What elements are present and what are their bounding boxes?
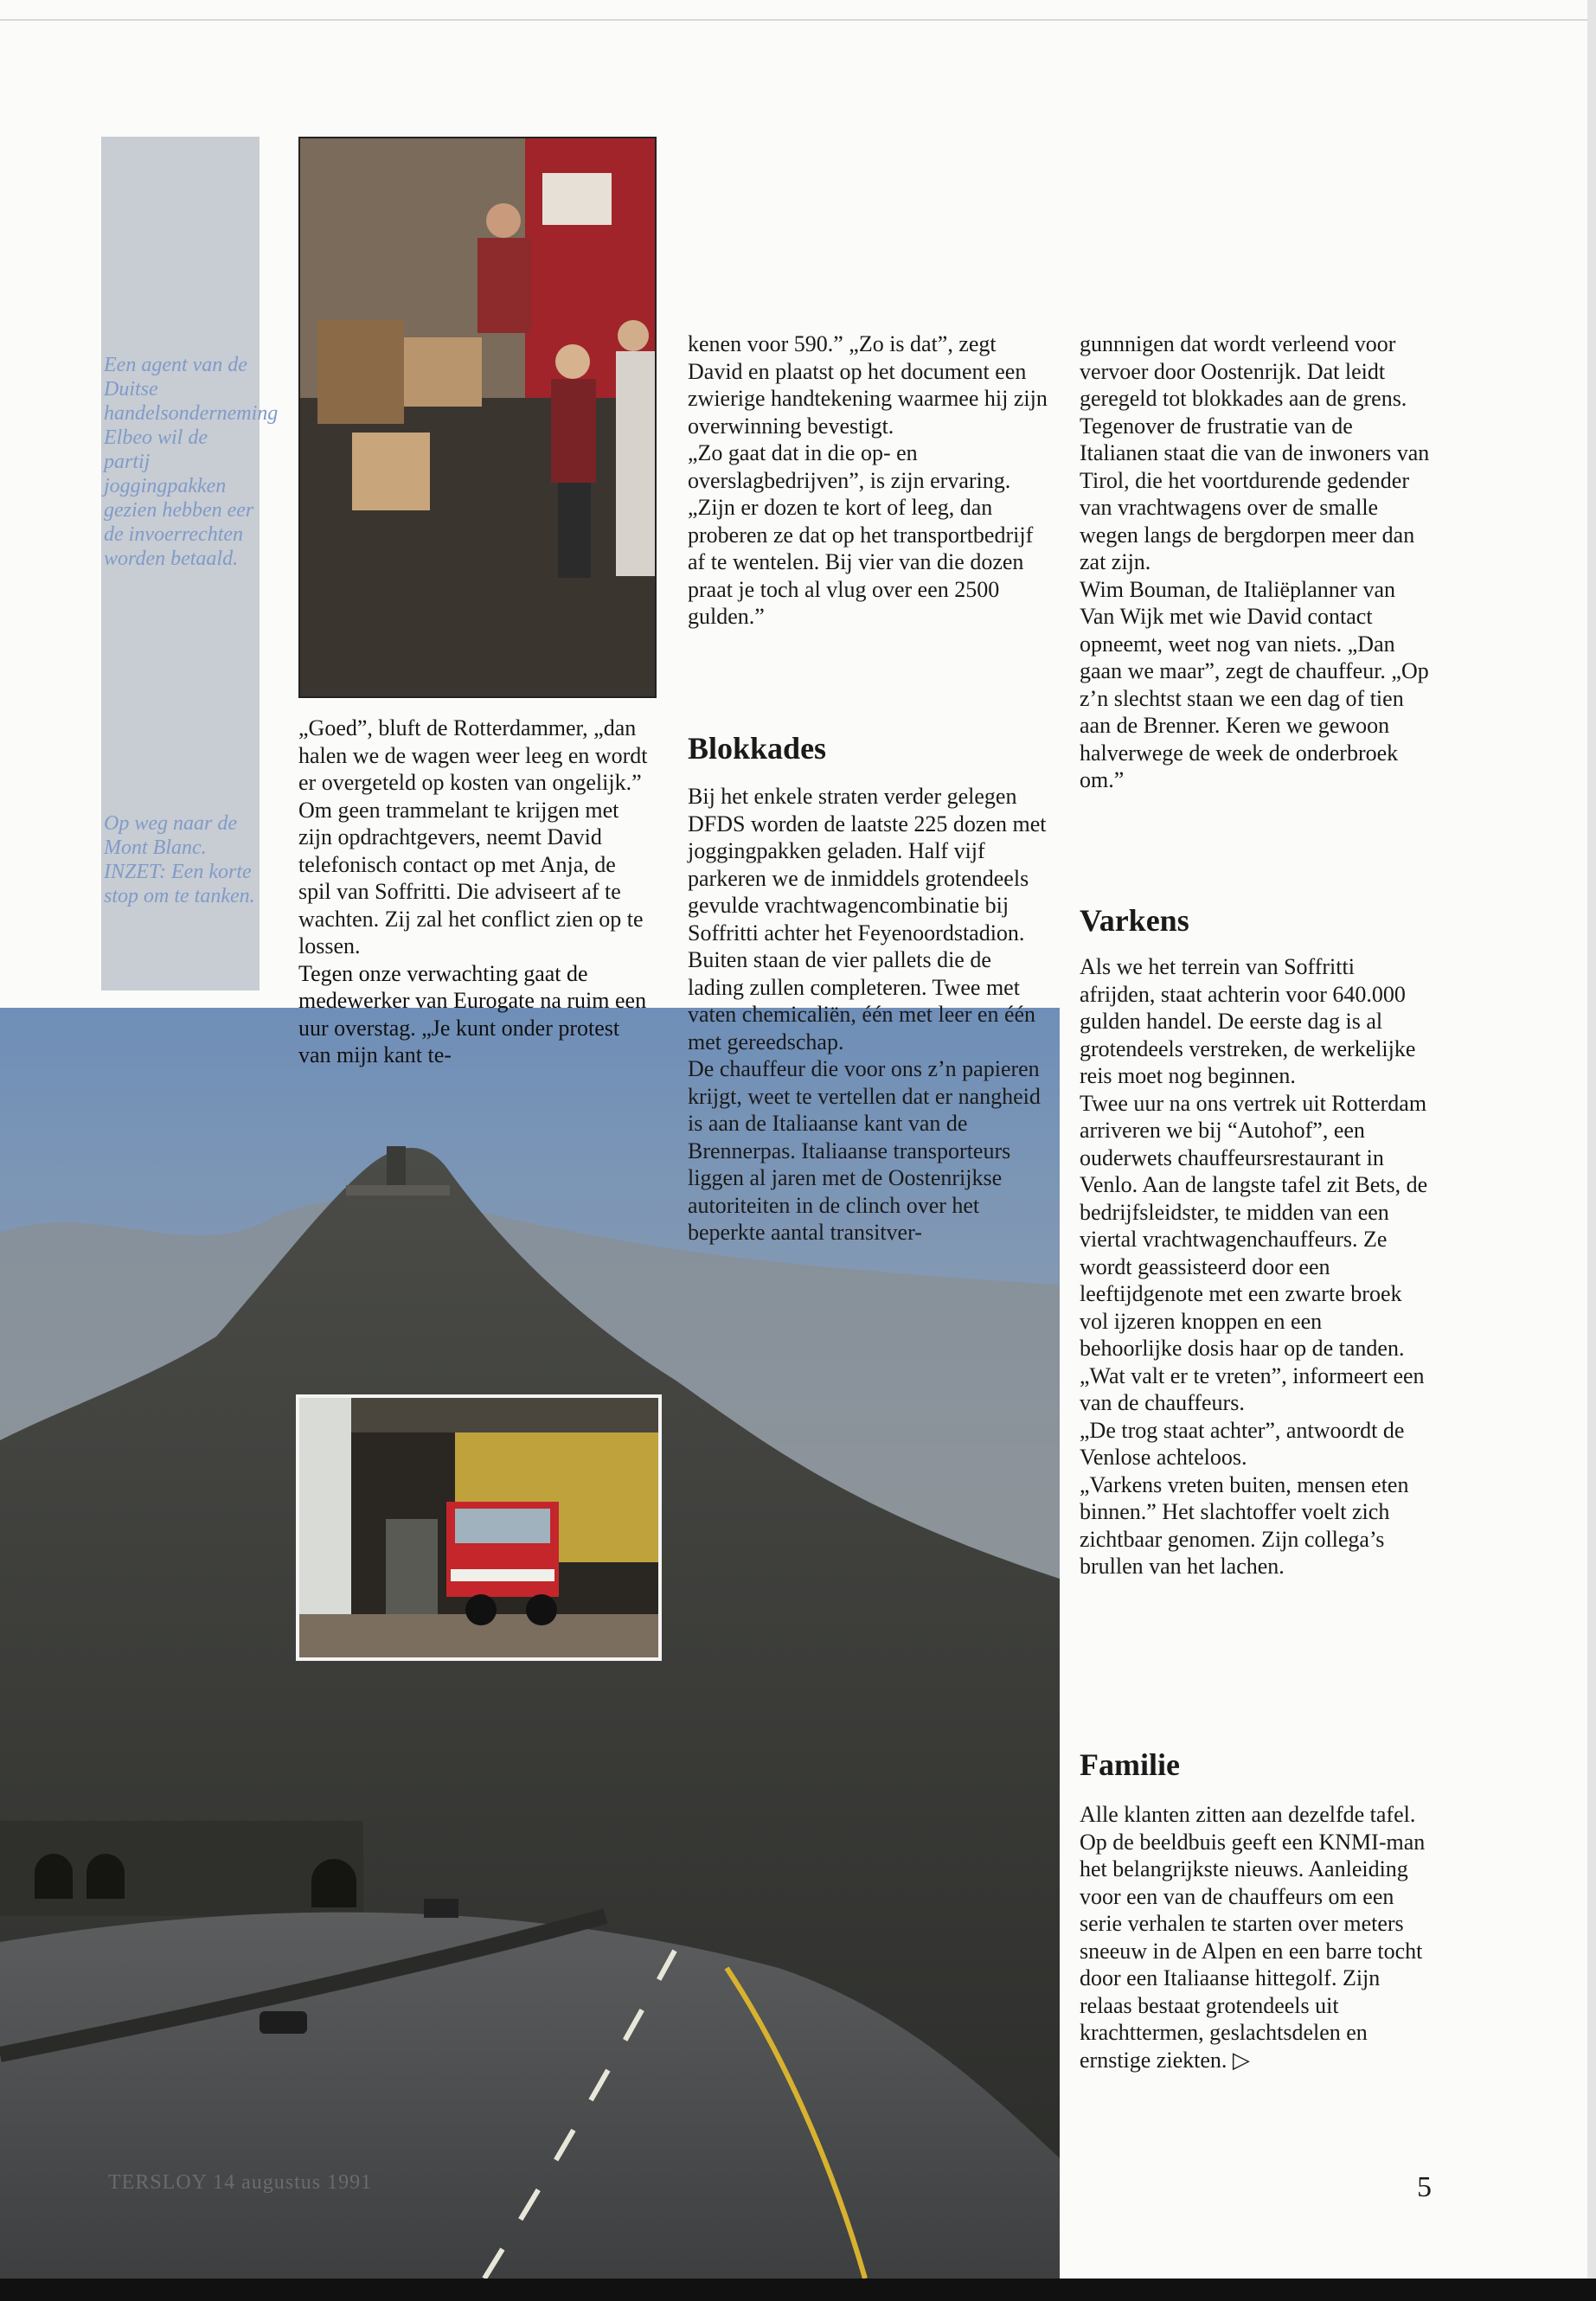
text-column-2: [688, 330, 1051, 631]
paragraph: Tegen onze verwachting gaat de medewerker van Eurogate na ruim een uur overstag. „Je kunt onder protest van mijn kant te-: [298, 960, 647, 1067]
page-edge: [1587, 0, 1596, 2301]
loading-truck-photo: [298, 137, 657, 698]
page-footer: TERSLOY 14 augustus 1991: [108, 2171, 373, 2194]
paragraph: „Varkens vreten buiten, mensen eten binnen.” Het slachtoffer voelt zich zichtbaar genomen. Zijn collega’s brullen van het lachen.: [1080, 1471, 1409, 1579]
photo-caption-bottom: Op weg naar de Mont Blanc. INZET: Een korte stop om te tanken.: [104, 812, 255, 907]
paragraph: Als we het terrein van Soffritti afrijden, staat achterin voor 640.000 gulden handel. De eerste dag is al grotendeels verstreken, de werkelijke reis moet nog beginnen.: [1080, 954, 1416, 1088]
text-column-2-continued: [688, 783, 1051, 1247]
text-column-3: [1080, 330, 1430, 794]
paragraph: Bij het enkele straten verder gelegen DFDS worden de laatste 225 dozen met joggingpakken geladen. Half vijf parkeren we de inmiddels grotendeels gevulde vrachtwagencombinatie bij Soffritti achter het Feyenoordstadion. Buiten staan de vier pallets die de lading zullen completeren. Twee met vaten chemicaliën, één met leer en één met gereedschap.: [688, 784, 1047, 1054]
paragraph: Twee uur na ons vertrek uit Rotterdam arriveren we bij “Autohof”, een ouderwets chauffeursrestaurant in Venlo. Aan de langste tafel zit Bets, de bedrijfsleidster, te midden van een viertal vrachtwagenchauffeurs. Ze wordt geassisteerd door een leeftijdgenote met een zwarte broek vol ijzeren knoppen en een behoorlijke dosis haar op de tanden.: [1080, 1090, 1428, 1361]
paragraph: Alle klanten zitten aan dezelfde tafel. Op de beeldbuis geeft een KNMI-man het belangrijkste nieuws. Aanleiding voor een van de chauffeurs om een serie verhalen te starten over meters sneeuw in de Alpen en een barre tocht door een Italiaanse hittegolf. Zijn relaas bestaat grotendeels uit krachttermen, geslachtsdelen en ernstige ziekten. ▷: [1080, 1802, 1426, 2073]
section-heading-varkens: Varkens: [1080, 903, 1189, 938]
red-truck-photo: [296, 1394, 662, 1661]
paragraph: „Zo gaat dat in die op- en overslagbedrijven”, is zijn ervaring. „Zijn er dozen te kort of leeg, dan proberen ze dat op het transportbedrijf af te wentelen. Bij vier van die dozen praat je toch al vlug over een 2500 gulden.”: [688, 440, 1034, 629]
section-heading-familie: Familie: [1080, 1747, 1180, 1782]
paragraph: Wim Bouman, de Italiëplanner van Van Wijk met wie David contact opneemt, weet nog van niets. „Dan gaan we maar”, zegt de chauffeur. „Op z’n slechtst staan we een dag of tien aan de Brenner. Keren we gewoon halverwege de week de onderbroek om.”: [1080, 576, 1429, 792]
paragraph: „De trog staat achter”, antwoordt de Venlose achteloos.: [1080, 1417, 1405, 1470]
paragraph: kenen voor 590.” „Zo is dat”, zegt David en plaatst op het document een zwierige handtekening waarmee hij zijn overwinning bevestigt.: [688, 331, 1048, 439]
photo-caption-top: Een agent van de Duitse handelsonderneming Elbeo wil de partij joggingpakken gezien hebben eer de invoerrechten worden betaald.: [104, 354, 279, 570]
paragraph: De chauffeur die voor ons z’n papieren krijgt, weet te vertellen dat er nangheid is aan de Italiaanse kant van de Brennerpas. Italiaanse transporteurs liggen al jaren met de Oostenrijkse autoriteiten in de clinch over het beperkte aantal transitver-: [688, 1056, 1041, 1245]
text-column-1: [298, 715, 649, 1069]
text-column-3-familie: [1080, 1801, 1430, 2073]
text-column-3-varkens: [1080, 953, 1430, 1580]
paragraph: „Goed”, bluft de Rotterdammer, „dan halen we de wagen weer leeg en wordt er overgeteld op kosten van ongelijk.” Om geen trammelant te krijgen met zijn opdrachtgevers, neemt David telefonisch contact op met Anja, de spil van Soffritti. Die adviseert af te wachten. Zij zal het conflict zien op te lossen.: [298, 715, 648, 958]
page-number: 5: [1417, 2171, 1432, 2203]
paragraph: „Wat valt er te vreten”, informeert een van de chauffeurs.: [1080, 1362, 1425, 1415]
section-heading-blokkades: Blokkades: [688, 731, 827, 766]
bottom-bar: [0, 2279, 1596, 2301]
paragraph: gunnnigen dat wordt verleend voor vervoer door Oostenrijk. Dat leidt geregeld tot blokkades aan de grens. Tegenover de frustratie van de Italianen staat die van de inwoners van Tirol, die het voortdurende gedender van vrachtwagens over de smalle wegen langs de bergdorpen meer dan zat zijn.: [1080, 331, 1430, 574]
top-rule: [0, 19, 1596, 21]
